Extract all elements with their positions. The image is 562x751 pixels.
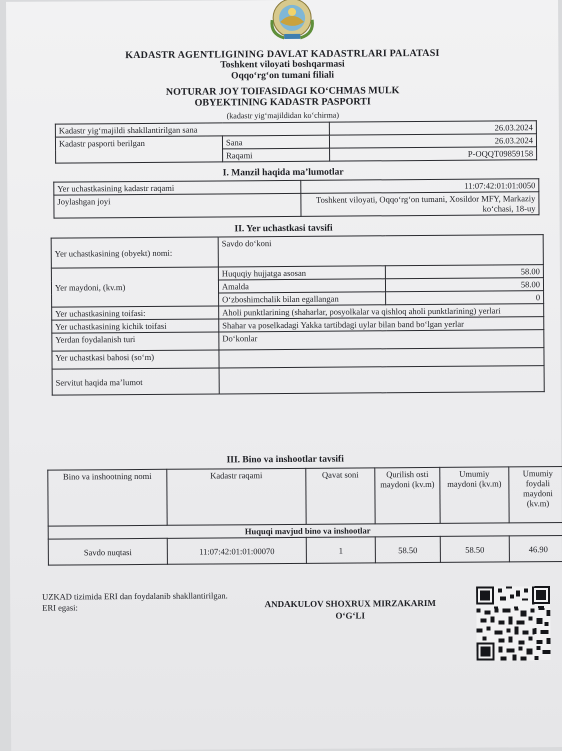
eri-owner-name-line1: ANDAKULOV SHOXRUX MIRZAKARIM	[264, 597, 436, 610]
buildings-subheader: Huquqi mavjud bino va inshootlar	[48, 523, 562, 540]
sana-label: Sana	[222, 135, 329, 149]
document-subtitle: (kadastr yig‘majildidan ko‘chirma)	[226, 110, 340, 121]
intro-table	[55, 120, 537, 163]
col-footprint-area: Qurilish osti maydoni (kv.m)	[375, 467, 440, 523]
col-useful-area: Umumiy foydali maydoni (kv.m)	[509, 467, 562, 523]
signature-note	[42, 590, 242, 613]
area-seized-label: O‘zboshimchalik bilan egallangan	[219, 292, 386, 306]
usage-type-value: Do‘konlar	[219, 330, 544, 350]
building-floors-cell: 1	[306, 537, 375, 563]
col-cadastre-number: Kadastr raqami	[167, 468, 306, 525]
section1-title: I. Manzil haqida ma’lumotlar	[222, 167, 344, 179]
eri-owner-label: ERI egasi:	[42, 602, 78, 613]
building-name-cell: Savdo nuqtasi	[48, 538, 167, 565]
sana-value: 26.03.2024	[329, 134, 536, 148]
section3-title: III. Bino va inshootlar tavsifi	[226, 454, 344, 466]
state-emblem-icon	[262, 0, 322, 42]
eri-owner-name-line2: O‘G‘LI	[335, 610, 366, 621]
category-value: Aholi punktlarining (shaharlar, posyolkalar va qishloq aholi punktlarining) yerlari	[219, 304, 544, 319]
district-branch: Oqqo‘rg‘on tumani filiali	[231, 70, 335, 82]
building-total-cell: 58.50	[440, 536, 509, 562]
formed-date-label: Kadastr yig‘majildi shakllantirilgan sana	[55, 122, 329, 137]
land-price-label: Yer uchastkasi bahosi (so‘m)	[52, 350, 219, 369]
location-value: Toshkent viloyati, Oqqo‘rg‘on tumani, Xosildor MFY, Markaziy ko‘chasi, 18-uy	[301, 192, 539, 217]
object-name-value: Savdo do‘koni	[218, 235, 543, 267]
eri-owner	[250, 597, 450, 622]
servitude-label: Servitut haqida ma’lumot	[52, 368, 219, 395]
location-label: Joylashgan joyi	[54, 193, 301, 218]
buildings-table	[47, 466, 562, 566]
col-building-name: Bino va inshootning nomi	[48, 469, 167, 526]
document-page	[6, 0, 562, 751]
formed-date-value: 26.03.2024	[329, 121, 536, 135]
cadastre-number-value: 11:07:42:01:01:0050	[301, 179, 539, 194]
agency-title: KADASTR AGENTLIGINING DAVLAT KADASTRLARI PALATASI	[125, 47, 440, 62]
document-title-line1: NOTURAR JOY TOIFASIDAGI KO‘CHMAS MULK	[165, 85, 400, 98]
eri-note: UZKAD tizimida ERI dan foydalanib shakllantirilgan.	[42, 590, 228, 602]
area-legal-label: Huquqiy hujjatga asosan	[218, 266, 385, 280]
area-label: Yer maydoni, (kv.m)	[51, 267, 218, 307]
usage-type-label: Yerdan foydalanish turi	[52, 332, 219, 351]
col-floors: Qavat soni	[306, 468, 375, 524]
subcategory-label: Yer uchastkasining kichik toifasi	[52, 319, 219, 333]
raqami-label: Raqami	[223, 148, 330, 162]
building-useful-cell: 46.90	[509, 536, 562, 562]
land-table	[51, 234, 545, 395]
object-name-label: Yer uchastkasining (obyekt) nomi:	[51, 237, 218, 268]
area-actual-value: 58.00	[385, 278, 543, 292]
servitude-value	[219, 366, 544, 394]
area-legal-value: 58.00	[385, 265, 543, 279]
cadastre-number-label: Yer uchastkasining kadastr raqami	[54, 180, 301, 195]
col-total-area: Umumiy maydoni (kv.m)	[440, 467, 509, 523]
issued-label: Kadastr pasporti berilgan	[55, 136, 222, 163]
land-price-value	[219, 348, 544, 368]
area-seized-value: 0	[386, 291, 544, 305]
address-table	[53, 178, 539, 218]
region-office: Toshkent viloyati boshqarmasi	[220, 59, 345, 71]
building-footprint-cell: 58.50	[375, 536, 440, 562]
section2-title: II. Yer uchastkasi tavsifi	[234, 223, 333, 235]
document-title-line2: OBYEKTINING KADASTR PASPORTI	[194, 96, 371, 109]
raqami-value: P-OQQT09859158	[330, 147, 537, 161]
table-row	[48, 536, 562, 566]
building-cadastre-cell: 11:07:42:01:01:00070	[167, 537, 306, 564]
area-actual-label: Amalda	[218, 279, 385, 293]
subcategory-value: Shahar va poselkadagi Yakka tartibdagi uylar bilan band bo‘lgan yerlar	[219, 317, 544, 332]
category-label: Yer uchastkasining toifasi:	[52, 306, 219, 320]
qr-code-icon	[476, 584, 551, 663]
